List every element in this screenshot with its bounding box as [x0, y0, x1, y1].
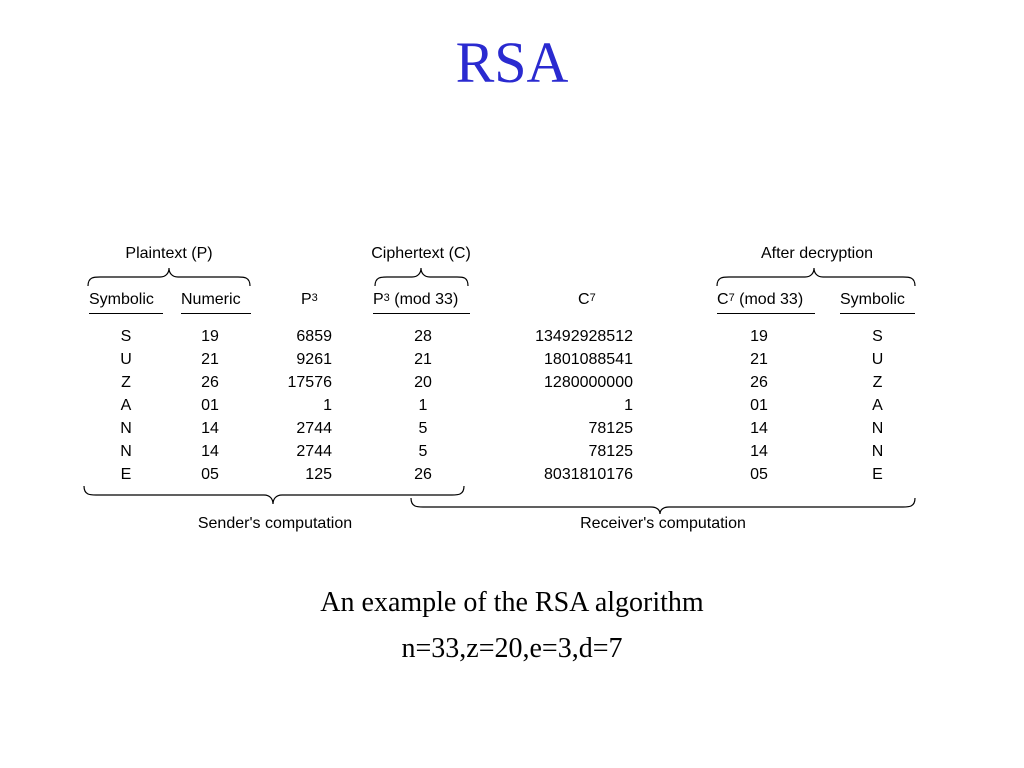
cell-c-seventh: 1280000000 — [544, 374, 633, 391]
header-c-seventh-mod-exp: 7 — [728, 292, 735, 304]
cell-decrypted-numeric: 05 — [750, 466, 768, 483]
cell-ciphertext: 28 — [414, 328, 432, 345]
cell-c-seventh: 1 — [624, 397, 633, 414]
cell-decrypted-symbolic: Z — [872, 374, 883, 391]
cell-numeric: 26 — [201, 374, 219, 391]
cell-symbolic: Z — [121, 374, 131, 391]
caption-line-1: An example of the RSA algorithm — [320, 587, 704, 618]
underline-symbolic — [89, 313, 163, 314]
slide-title: RSA — [455, 30, 569, 95]
caption-line-2: n=33,z=20,e=3,d=7 — [401, 633, 623, 664]
cell-symbolic: N — [120, 420, 132, 437]
cell-p-cubed: 17576 — [287, 374, 332, 391]
cell-symbolic: U — [120, 351, 132, 368]
cell-decrypted-symbolic: N — [871, 420, 884, 437]
cell-ciphertext: 21 — [414, 351, 432, 368]
header-p-cubed-base: P — [301, 291, 312, 308]
cell-numeric: 14 — [201, 420, 219, 437]
cell-decrypted-symbolic: A — [872, 397, 883, 414]
cell-p-cubed: 1 — [323, 397, 332, 414]
cell-p-cubed: 2744 — [296, 420, 332, 437]
cell-c-seventh: 1801088541 — [544, 351, 633, 368]
header-symbolic: Symbolic — [89, 291, 154, 308]
cell-ciphertext: 20 — [414, 374, 432, 391]
header-c-seventh-exp: 7 — [589, 292, 596, 304]
header-p-cubed — [301, 291, 318, 309]
cell-p-cubed: 2744 — [296, 443, 332, 460]
cell-ciphertext: 5 — [418, 443, 428, 460]
cell-c-seventh: 8031810176 — [544, 466, 633, 483]
cell-symbolic: N — [120, 443, 132, 460]
cell-decrypted-numeric: 26 — [750, 374, 768, 391]
header-symbolic-decrypted: Symbolic — [840, 291, 905, 308]
cell-decrypted-numeric: 14 — [750, 443, 768, 460]
underline-symbolic-decrypted — [840, 313, 915, 314]
cell-p-cubed: 6859 — [296, 328, 332, 345]
header-p-cubed-mod-base: P — [373, 291, 384, 308]
header-c-seventh-mod — [717, 291, 803, 309]
cell-numeric: 19 — [201, 328, 219, 345]
header-c-seventh-mod-rest: (mod 33) — [734, 291, 804, 308]
cell-p-cubed: 9261 — [296, 351, 332, 368]
receiver-brace — [411, 498, 915, 514]
header-p-cubed-mod-rest: (mod 33) — [389, 291, 459, 308]
header-c-seventh-mod-base: C — [717, 291, 729, 308]
cell-c-seventh: 13492928512 — [535, 328, 633, 345]
receiver-computation-label: Receiver's computation — [580, 515, 746, 532]
cell-decrypted-numeric: 19 — [750, 328, 768, 345]
cell-ciphertext: 5 — [418, 420, 428, 437]
ciphertext-group-label: Ciphertext (C) — [371, 245, 471, 262]
header-c-seventh — [578, 291, 596, 309]
cell-symbolic: S — [120, 328, 132, 345]
underline-numeric — [181, 313, 251, 314]
after-decryption-group-label: After decryption — [760, 245, 874, 262]
sender-computation-label: Sender's computation — [197, 515, 353, 532]
cell-c-seventh: 78125 — [588, 420, 633, 437]
cell-symbolic: E — [120, 466, 132, 483]
header-c-seventh-base: C — [578, 291, 590, 308]
underline-p-cubed-mod — [373, 313, 470, 314]
cell-decrypted-symbolic: U — [871, 351, 884, 368]
cell-c-seventh: 78125 — [588, 443, 633, 460]
cell-decrypted-numeric: 14 — [750, 420, 768, 437]
cell-numeric: 01 — [201, 397, 219, 414]
cell-symbolic: A — [120, 397, 132, 414]
cell-decrypted-numeric: 01 — [750, 397, 768, 414]
header-p-cubed-exp: 3 — [311, 292, 318, 304]
cell-numeric: 05 — [201, 466, 219, 483]
plaintext-brace — [88, 268, 250, 286]
cell-decrypted-symbolic: S — [872, 328, 883, 345]
cell-numeric: 14 — [201, 443, 219, 460]
cell-decrypted-symbolic: E — [872, 466, 883, 483]
header-numeric: Numeric — [181, 291, 241, 308]
cell-p-cubed: 125 — [305, 466, 332, 483]
cell-ciphertext: 1 — [418, 397, 428, 414]
header-p-cubed-mod-exp: 3 — [383, 292, 390, 304]
plaintext-group-label: Plaintext (P) — [125, 245, 213, 262]
after-decryption-brace — [717, 268, 915, 286]
header-p-cubed-mod — [373, 291, 458, 309]
sender-brace — [84, 486, 464, 504]
cell-decrypted-numeric: 21 — [750, 351, 768, 368]
underline-c-seventh-mod — [717, 313, 815, 314]
cell-numeric: 21 — [201, 351, 219, 368]
cell-ciphertext: 26 — [414, 466, 432, 483]
cell-decrypted-symbolic: N — [871, 443, 884, 460]
ciphertext-brace — [375, 268, 468, 286]
